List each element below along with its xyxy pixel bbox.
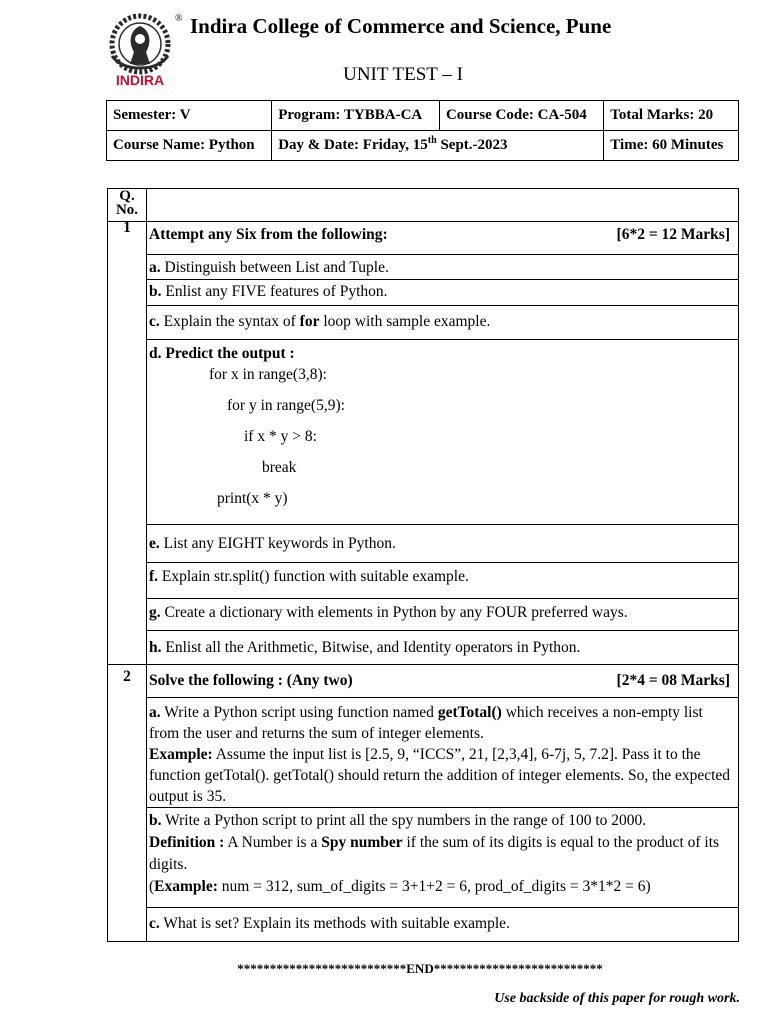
q1c-label: c. xyxy=(149,313,160,330)
logo-text: INDIRA xyxy=(115,72,165,88)
q1d-code-line-1: for x in range(3,8): xyxy=(209,365,327,383)
q1b-label: b. xyxy=(149,283,162,300)
q1d-code-line-3: if x * y > 8: xyxy=(244,427,317,445)
q1c-cell xyxy=(147,306,739,340)
q1a-text: Distinguish between List and Tuple. xyxy=(160,259,389,276)
q1b-cell xyxy=(147,280,739,306)
exam-details-row-2 xyxy=(107,131,739,161)
q2a-text-end: which receives a non-empty list from the user and returns the sum of integer elements. xyxy=(149,704,703,742)
q2a-function-name: getTotal() xyxy=(437,704,502,721)
q1e-cell xyxy=(147,525,739,563)
q2b-example-text: num = 312, sum_of_digits = 3+1+2 = 6, prod_of_digits = 3*1*2 = 6) xyxy=(217,878,651,895)
rough-work-note: Use backside of this paper for rough work. xyxy=(494,991,740,1006)
q1e-label: e. xyxy=(149,535,160,552)
q2c-text: What is set? Explain its methods with suitable example. xyxy=(159,915,510,932)
registered-mark: ® xyxy=(175,13,183,24)
q1d-code-line-5: print(x * y) xyxy=(217,489,288,507)
exam-details-table xyxy=(106,100,739,161)
q2-marks: [2*4 = 08 Marks] xyxy=(616,672,730,689)
q1a-row xyxy=(108,255,739,280)
q2c-cell xyxy=(147,908,739,942)
q1d-cell xyxy=(147,340,739,525)
q1f-row xyxy=(108,563,739,599)
q1h-text: Enlist all the Arithmetic, Bitwise, and Identity operators in Python. xyxy=(161,639,581,656)
q1h-row xyxy=(108,631,739,665)
q1c-text: Explain the syntax of xyxy=(159,313,300,330)
q2b-spy-number-term: Spy number xyxy=(321,834,403,851)
q1f-text: Explain str.split() function with suitable example. xyxy=(158,568,469,585)
q1d-code-line-2: for y in range(5,9): xyxy=(227,396,345,414)
q1c-row xyxy=(108,306,739,340)
q2b-label: b. xyxy=(149,812,162,829)
q2b-row xyxy=(108,808,739,908)
q2b-cell xyxy=(147,808,739,908)
q1d-label: d. Predict the output : xyxy=(149,345,295,362)
header-blank-cell xyxy=(147,189,739,222)
q2b-definition-text: A Number is a xyxy=(224,834,322,851)
q2b-definition-end: if the sum of its digits is equal to the product of its digits. xyxy=(149,834,720,873)
course-name-cell: Course Name: Python xyxy=(107,131,272,161)
q1a-cell xyxy=(147,255,739,280)
q2b-definition-label: Definition : xyxy=(149,834,225,851)
q1a-label: a. xyxy=(149,259,161,276)
exam-details-row-1 xyxy=(107,101,739,131)
q1g-cell xyxy=(147,599,739,631)
test-title: UNIT TEST – I xyxy=(343,64,463,85)
q1g-label: g. xyxy=(149,604,161,621)
q1-number xyxy=(108,219,147,665)
q1e-text: List any EIGHT keywords in Python. xyxy=(159,535,396,552)
q2a-cell xyxy=(147,698,739,808)
q1c-text-end: loop with sample example. xyxy=(319,313,491,330)
q2-number-text: 2 xyxy=(123,668,131,685)
q2-title: Solve the following : (Any two) xyxy=(149,672,353,689)
qno-header: Q. No. xyxy=(108,189,147,222)
date-superscript: th xyxy=(427,135,437,147)
q1b-text: Enlist any FIVE features of Python. xyxy=(161,283,388,300)
q2b-text: Write a Python script to print all the spy numbers in the range of 100 to 2000. xyxy=(161,812,647,829)
program-cell: Program: TYBBA-CA xyxy=(272,101,440,131)
q1-title: Attempt any Six from the following: xyxy=(149,226,388,243)
q1-heading xyxy=(149,222,736,246)
q2c-row xyxy=(108,908,739,942)
q1h-cell xyxy=(147,631,739,665)
q2a-label: a. xyxy=(149,704,161,721)
q2-header-row xyxy=(108,665,739,698)
page-header xyxy=(0,0,768,100)
q1-number-text: 1 xyxy=(123,219,131,236)
q2a-example-text: Assume the input list is [2.5, 9, “ICCS”, 21, [2,3,4], 6-7j, 5, 7.2]. Pass it to the function getTotal(). getTotal() should return the addition of integer elements. So, the expected output is 35. xyxy=(149,746,731,805)
q1g-text: Create a dictionary with elements in Python by any FOUR preferred ways. xyxy=(160,604,628,621)
q2-heading-cell xyxy=(147,665,739,698)
date-text-suffix: Sept.-2023 xyxy=(436,137,508,154)
course-code-cell: Course Code: CA-504 xyxy=(439,101,603,131)
q1d-row xyxy=(108,340,739,525)
q2b-example-paren: ( xyxy=(149,878,155,895)
q1f-label: f. xyxy=(149,568,159,585)
q1f-cell xyxy=(147,563,739,599)
q1g-row xyxy=(108,599,739,631)
semester-cell: Semester: V xyxy=(107,101,272,131)
total-marks-cell: Total Marks: 20 xyxy=(604,101,739,131)
q1b-row xyxy=(108,280,739,306)
q1-header-row xyxy=(108,222,739,255)
q2-heading xyxy=(149,665,736,692)
q1d-code-line-4: break xyxy=(262,458,297,476)
q2a-example-label: Example: xyxy=(149,746,213,763)
college-name: Indira College of Commerce and Science, Pune xyxy=(190,14,612,38)
question-table-header xyxy=(108,189,739,222)
q2a-row xyxy=(108,698,739,808)
q2-number xyxy=(108,665,147,942)
q2c-label: c. xyxy=(149,915,160,932)
q2a-text: Write a Python script using function named xyxy=(160,704,438,721)
q1-heading-cell xyxy=(147,222,739,255)
q1c-keyword: for xyxy=(299,313,320,330)
q1h-label: h. xyxy=(149,639,162,656)
q2b-example-label: Example: xyxy=(154,878,218,895)
date-text: Day & Date: Friday, 15 xyxy=(278,137,428,154)
q1e-row xyxy=(108,525,739,563)
q1-marks: [6*2 = 12 Marks] xyxy=(616,226,730,243)
time-cell: Time: 60 Minutes xyxy=(604,131,739,161)
date-cell xyxy=(272,131,604,161)
question-table xyxy=(107,188,739,942)
end-marker: **************************END************************** xyxy=(237,961,603,976)
